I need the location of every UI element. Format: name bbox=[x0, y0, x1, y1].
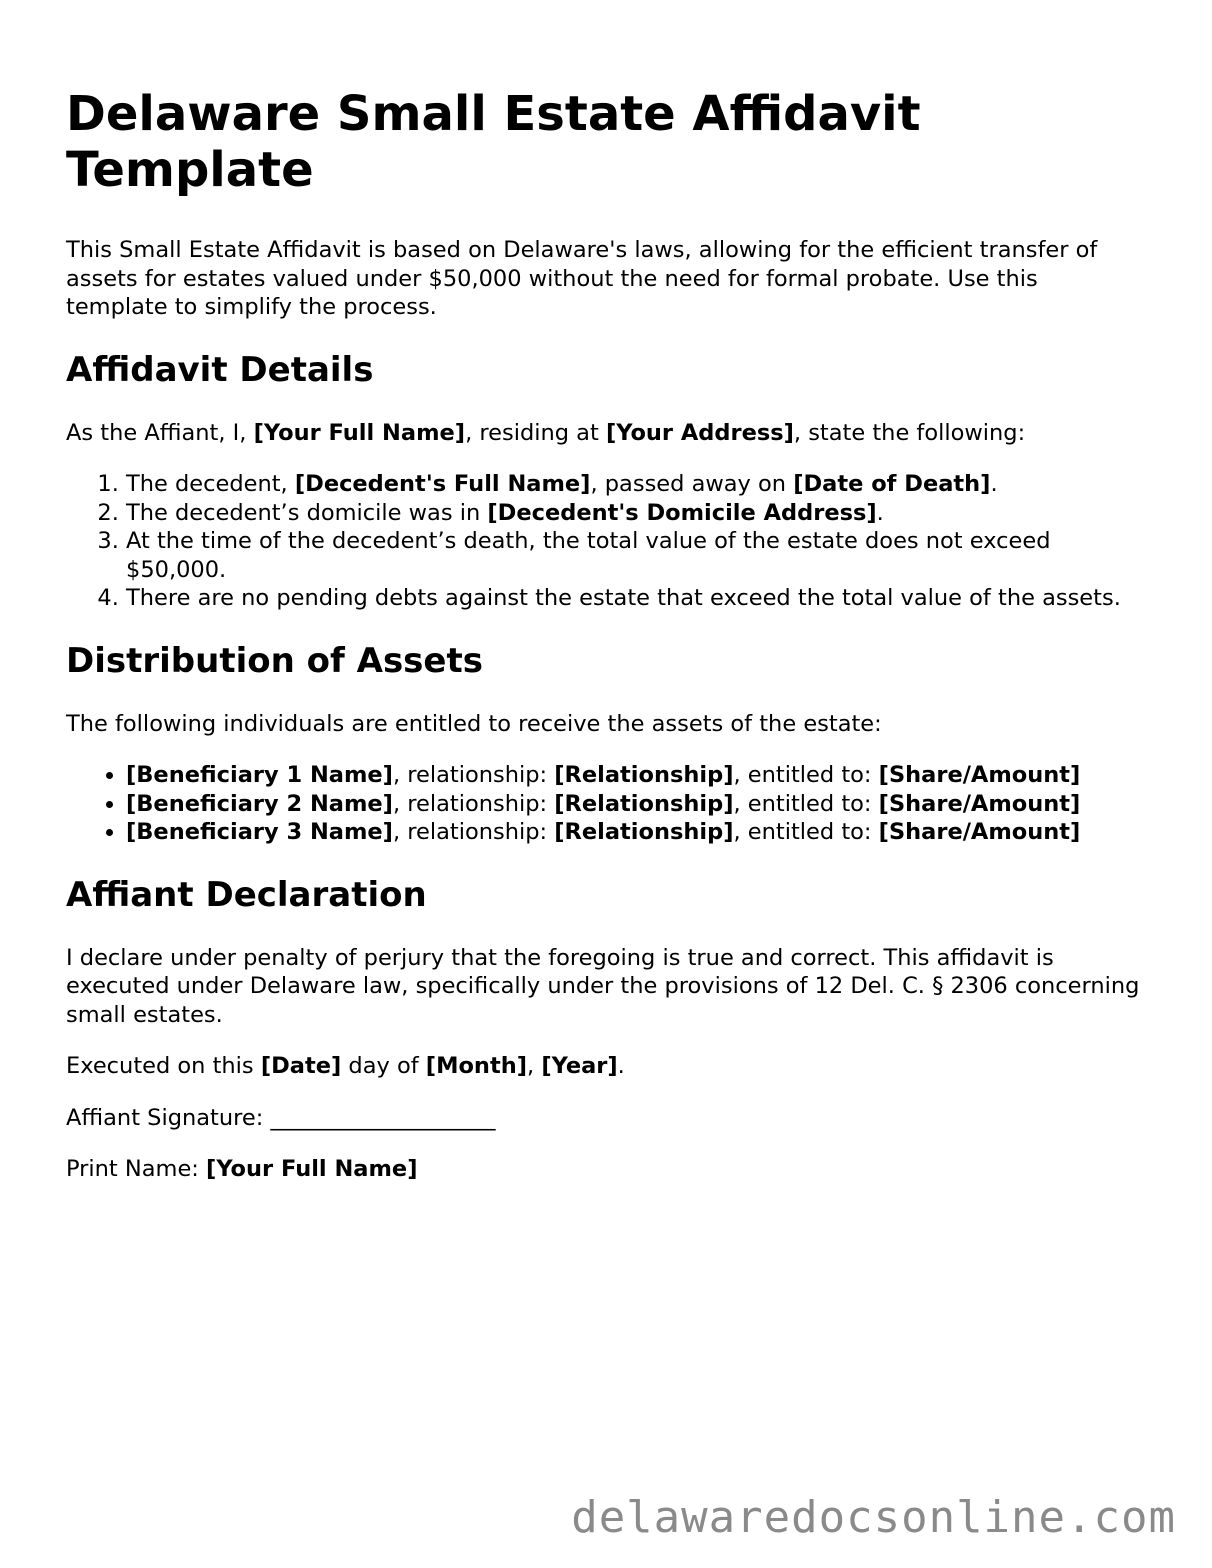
affiant-mid: , residing at bbox=[465, 419, 606, 446]
declaration-text: I declare under penalty of perjury that the foregoing is true and correct. This affidavit is executed under Delaware law, specifically under the provisions of 12 Del. C. § 2306 concerning small estates. bbox=[66, 944, 1140, 1028]
section-heading-declaration: Affiant Declaration bbox=[66, 874, 427, 915]
entitled-label: , entitled to: bbox=[733, 762, 879, 788]
executed-text: Executed on this bbox=[66, 1053, 261, 1079]
list-item bbox=[126, 470, 1146, 499]
entitled-label: , entitled to: bbox=[733, 819, 879, 845]
share-field: [Share/Amount] bbox=[878, 762, 1081, 788]
affiant-address-field: [Your Address] bbox=[605, 419, 794, 446]
list-item: 3. At the time of the decedent’s death, the total value of the estate does not exceed $50,000. bbox=[126, 527, 1146, 584]
executed-text: . bbox=[617, 1053, 625, 1079]
share-field: [Share/Amount] bbox=[878, 819, 1081, 845]
affiant-prefix: As the Affiant, I, bbox=[66, 419, 254, 446]
relationship-field: [Relationship] bbox=[554, 762, 734, 788]
list-item bbox=[126, 790, 1146, 819]
affiant-statement bbox=[66, 419, 1146, 448]
print-name-label: Print Name: bbox=[66, 1156, 207, 1182]
print-name-field: [Your Full Name] bbox=[206, 1156, 418, 1182]
fact-text: The decedent, bbox=[126, 471, 295, 497]
distribution-intro: The following individuals are entitled to receive the assets of the estate: bbox=[66, 710, 882, 737]
fact-text: , passed away on bbox=[590, 471, 794, 497]
beneficiaries-list bbox=[66, 761, 1146, 847]
facts-list bbox=[66, 470, 1146, 613]
entitled-label: , entitled to: bbox=[733, 790, 879, 817]
affiant-suffix: , state the following: bbox=[793, 419, 1026, 446]
date-field: [Date] bbox=[260, 1053, 342, 1079]
decedent-name-field: [Decedent's Full Name] bbox=[294, 471, 591, 497]
executed-text: day of bbox=[341, 1053, 426, 1079]
section-heading-distribution: Distribution of Assets bbox=[66, 640, 483, 681]
document-page bbox=[66, 80, 1146, 1184]
list-item: 4. There are no pending debts against the estate that exceed the total value of the assets. bbox=[126, 584, 1146, 613]
page-title: Delaware Small Estate Affidavit Template bbox=[66, 86, 921, 198]
executed-text: , bbox=[527, 1053, 542, 1079]
month-field: [Month] bbox=[425, 1053, 528, 1079]
affiant-name-field: [Your Full Name] bbox=[253, 419, 466, 446]
signature-line: Affiant Signature: ____________________ bbox=[66, 1104, 496, 1131]
list-item bbox=[126, 499, 1146, 528]
date-of-death-field: [Date of Death] bbox=[793, 471, 991, 497]
fact-text: . bbox=[990, 471, 998, 497]
share-field: [Share/Amount] bbox=[878, 790, 1081, 817]
fact-text: The decedent’s domicile was in bbox=[126, 499, 488, 526]
relationship-label: , relationship: bbox=[392, 790, 555, 817]
list-item bbox=[126, 761, 1146, 790]
year-field: [Year] bbox=[541, 1053, 618, 1079]
relationship-label: , relationship: bbox=[392, 819, 555, 845]
list-item bbox=[126, 818, 1146, 847]
executed-line bbox=[66, 1052, 1146, 1081]
beneficiary-name-field: [Beneficiary 1 Name] bbox=[126, 762, 393, 788]
beneficiary-name-field: [Beneficiary 2 Name] bbox=[126, 790, 393, 817]
decedent-domicile-field: [Decedent's Domicile Address] bbox=[487, 499, 877, 526]
fact-text: . bbox=[876, 499, 884, 526]
intro-paragraph: This Small Estate Affidavit is based on Delaware's laws, allowing for the efficient transfer of assets for estates valued under $50,000 without the need for formal probate. Use this template to simplify the process. bbox=[66, 237, 1098, 320]
print-name-line bbox=[66, 1155, 1146, 1184]
watermark: delawaredocsonline.com bbox=[571, 1492, 1176, 1543]
relationship-label: , relationship: bbox=[392, 762, 555, 788]
relationship-field: [Relationship] bbox=[554, 790, 734, 817]
beneficiary-name-field: [Beneficiary 3 Name] bbox=[126, 819, 393, 845]
relationship-field: [Relationship] bbox=[554, 819, 734, 845]
section-heading-affidavit-details: Affidavit Details bbox=[66, 349, 374, 390]
